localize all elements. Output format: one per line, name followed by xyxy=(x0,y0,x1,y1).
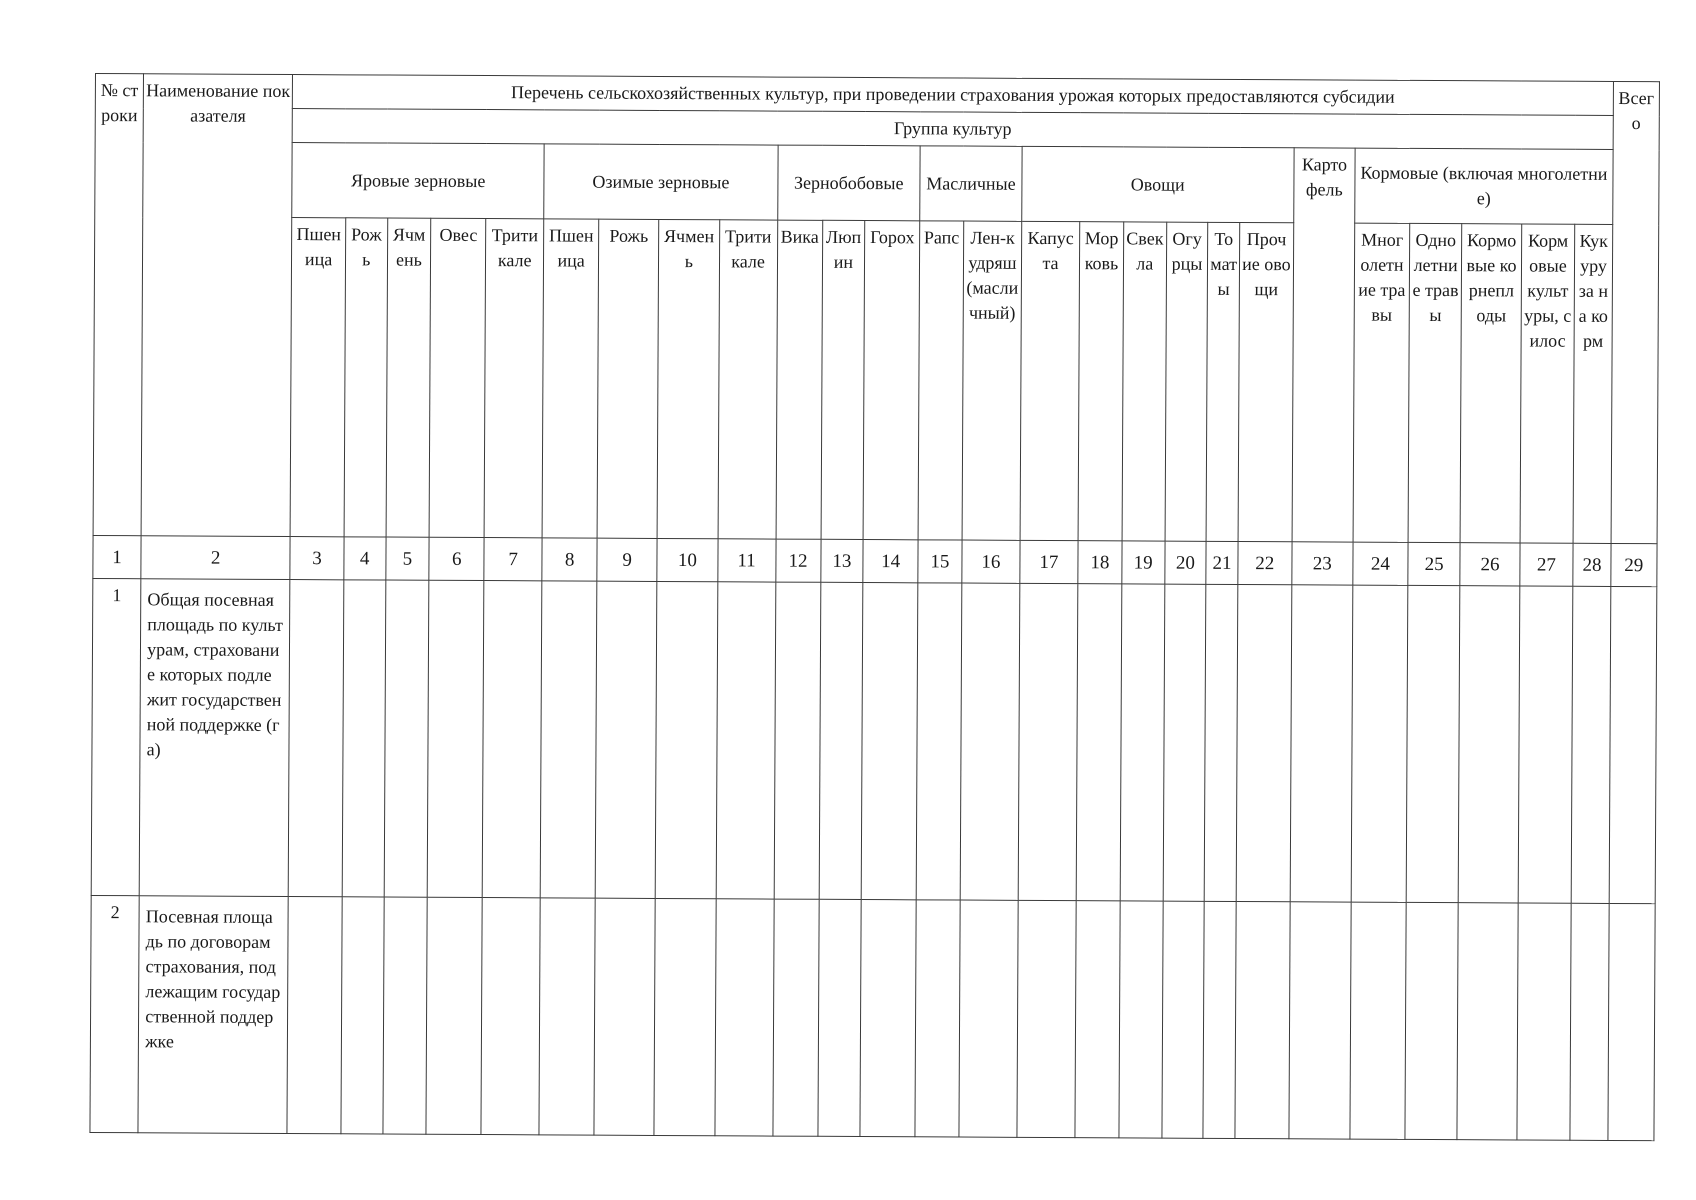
data-cell xyxy=(1608,903,1655,1140)
column-number: 26 xyxy=(1460,543,1519,586)
data-cell xyxy=(960,583,1020,900)
data-cell xyxy=(287,897,342,1134)
crop-header: Морковь xyxy=(1078,222,1123,541)
crop-names-row xyxy=(93,217,1659,544)
column-number: 18 xyxy=(1078,541,1122,584)
row-no-header: № строки xyxy=(93,74,144,536)
indicator-header: Наименование показателя xyxy=(141,74,292,537)
column-number: 10 xyxy=(657,538,717,581)
crop-header: Люпин xyxy=(821,220,865,539)
data-cell xyxy=(594,898,656,1135)
column-number: 15 xyxy=(918,540,962,583)
crop-list-header: Перечень сельскохозяйственных культур, при проведении страхования урожая которых предоставляются субсидии xyxy=(293,75,1614,116)
crop-header: Ячмень xyxy=(657,219,719,538)
data-cell xyxy=(819,582,863,899)
row-label: Посевная площадь по договорам страхования, подлежащим государственной поддержке xyxy=(138,896,288,1134)
data-cell xyxy=(1075,901,1120,1138)
data-cell xyxy=(1406,585,1460,902)
group-spring-grains: Яровые зерновые xyxy=(292,143,544,219)
header-row-3 xyxy=(95,142,1659,225)
crop-header: Многолетние травы xyxy=(1353,223,1409,542)
column-number: 5 xyxy=(385,537,429,580)
column-number: 23 xyxy=(1292,542,1354,585)
data-cell xyxy=(1120,584,1164,901)
crop-header: Лен-кудряш (масличный) xyxy=(962,221,1022,540)
crop-header: Овес xyxy=(429,218,485,537)
column-number: 9 xyxy=(597,538,657,581)
crop-header: Кормовые культуры, силос xyxy=(1520,224,1575,543)
data-cell xyxy=(915,900,960,1137)
row-label: Общая посевная площадь по культурам, страхование которых подлежит государственной поддержке (га) xyxy=(139,579,290,897)
data-cell xyxy=(1570,903,1609,1140)
column-number: 24 xyxy=(1353,542,1408,585)
crop-header: Вика xyxy=(776,220,823,539)
data-cell xyxy=(1457,903,1517,1140)
data-cell xyxy=(595,581,657,898)
column-number: 7 xyxy=(484,538,542,581)
group-vegetables: Овощи xyxy=(1022,146,1294,222)
data-cell xyxy=(1517,903,1572,1140)
group-winter-grains: Озимые зерновые xyxy=(544,144,778,220)
data-cell xyxy=(384,580,429,897)
group-fodder: Кормовые (включая многолетние) xyxy=(1355,148,1613,224)
data-cell xyxy=(482,581,542,898)
column-number: 12 xyxy=(775,539,820,582)
crop-header: Рожь xyxy=(597,219,659,538)
group-potato: Картофель xyxy=(1292,148,1355,542)
crop-header: Рапс xyxy=(918,221,963,540)
crop-header: Тритикале xyxy=(718,220,778,539)
column-number: 2 xyxy=(141,536,290,580)
crop-header: Тритикале xyxy=(484,219,544,538)
crop-header: Капуста xyxy=(1020,221,1080,540)
data-cell xyxy=(383,897,428,1134)
column-number: 16 xyxy=(962,540,1020,583)
data-cell xyxy=(342,580,385,897)
data-cell xyxy=(1350,902,1406,1139)
crop-header: Рожь xyxy=(344,218,387,537)
column-number: 1 xyxy=(93,535,141,578)
data-cell xyxy=(1609,586,1657,903)
row-number: 2 xyxy=(90,895,139,1132)
data-cell xyxy=(428,580,484,897)
data-cell xyxy=(1571,586,1610,903)
data-cell xyxy=(288,580,343,897)
column-number: 3 xyxy=(290,537,344,580)
data-cell xyxy=(716,582,776,899)
column-number: 4 xyxy=(344,537,386,580)
data-cell xyxy=(1017,900,1076,1137)
data-cell xyxy=(1459,586,1520,903)
data-cell xyxy=(916,583,961,900)
group-legumes: Зернобобовые xyxy=(777,145,920,221)
data-cell xyxy=(959,900,1018,1137)
column-number: 20 xyxy=(1164,541,1206,584)
data-cell xyxy=(860,900,916,1137)
column-number: 11 xyxy=(717,539,775,582)
data-cell xyxy=(1163,584,1206,901)
crop-header: Свекла xyxy=(1122,222,1166,541)
crop-header: Пшеница xyxy=(542,219,598,538)
data-cell xyxy=(773,899,819,1136)
data-cell xyxy=(1076,584,1121,901)
data-cell xyxy=(481,898,540,1135)
column-number: 22 xyxy=(1238,541,1292,584)
table-row xyxy=(90,895,1655,1140)
data-cell xyxy=(715,899,774,1136)
data-cell xyxy=(1235,901,1290,1138)
data-cell xyxy=(1405,902,1459,1139)
data-cell xyxy=(1018,583,1078,900)
crop-header: Ячмень xyxy=(386,218,431,537)
data-cell xyxy=(341,897,384,1134)
crop-header: Прочие овощи xyxy=(1238,222,1293,541)
data-cell xyxy=(1289,902,1352,1139)
column-number: 21 xyxy=(1206,541,1238,584)
data-cell xyxy=(1290,585,1353,902)
crop-header: Однолетние травы xyxy=(1408,223,1462,542)
column-number: 17 xyxy=(1020,540,1078,583)
group-oilseeds: Масличные xyxy=(920,146,1022,222)
data-cell xyxy=(818,899,862,1136)
table-row xyxy=(91,578,1657,903)
column-number: 25 xyxy=(1408,542,1461,585)
column-number: 13 xyxy=(820,539,863,582)
data-cell xyxy=(1119,901,1163,1138)
data-cell xyxy=(654,898,716,1135)
data-cell xyxy=(655,581,717,898)
data-cell xyxy=(1351,585,1407,902)
crop-group-header: Группа культур xyxy=(292,109,1613,150)
crop-header: Огурцы xyxy=(1165,222,1208,541)
column-number: 19 xyxy=(1122,541,1165,584)
data-cell xyxy=(426,897,482,1134)
row-number: 1 xyxy=(91,578,141,895)
column-number: 8 xyxy=(542,538,597,581)
column-number: 29 xyxy=(1611,543,1657,586)
data-cell xyxy=(1236,584,1291,901)
crop-header: Кукуруза на корм xyxy=(1573,224,1612,543)
data-cell xyxy=(540,581,596,898)
data-cell xyxy=(861,583,917,900)
crop-header: Пшеница xyxy=(290,218,345,537)
column-number: 14 xyxy=(863,540,918,583)
column-number: 28 xyxy=(1573,543,1611,586)
crop-header: Кормовые корнеплоды xyxy=(1461,224,1522,543)
data-cell xyxy=(1518,586,1573,903)
data-cell xyxy=(1203,901,1236,1138)
column-number: 27 xyxy=(1519,543,1573,586)
crop-header: Горох xyxy=(863,221,919,540)
subsidy-crop-table xyxy=(89,73,1660,1141)
data-cell xyxy=(774,582,821,899)
data-cell xyxy=(1204,584,1237,901)
crop-header: Томаты xyxy=(1206,222,1239,541)
total-header: Всего xyxy=(1611,81,1660,543)
data-cell xyxy=(539,898,595,1135)
column-number: 6 xyxy=(429,537,484,580)
data-cell xyxy=(1162,901,1205,1138)
